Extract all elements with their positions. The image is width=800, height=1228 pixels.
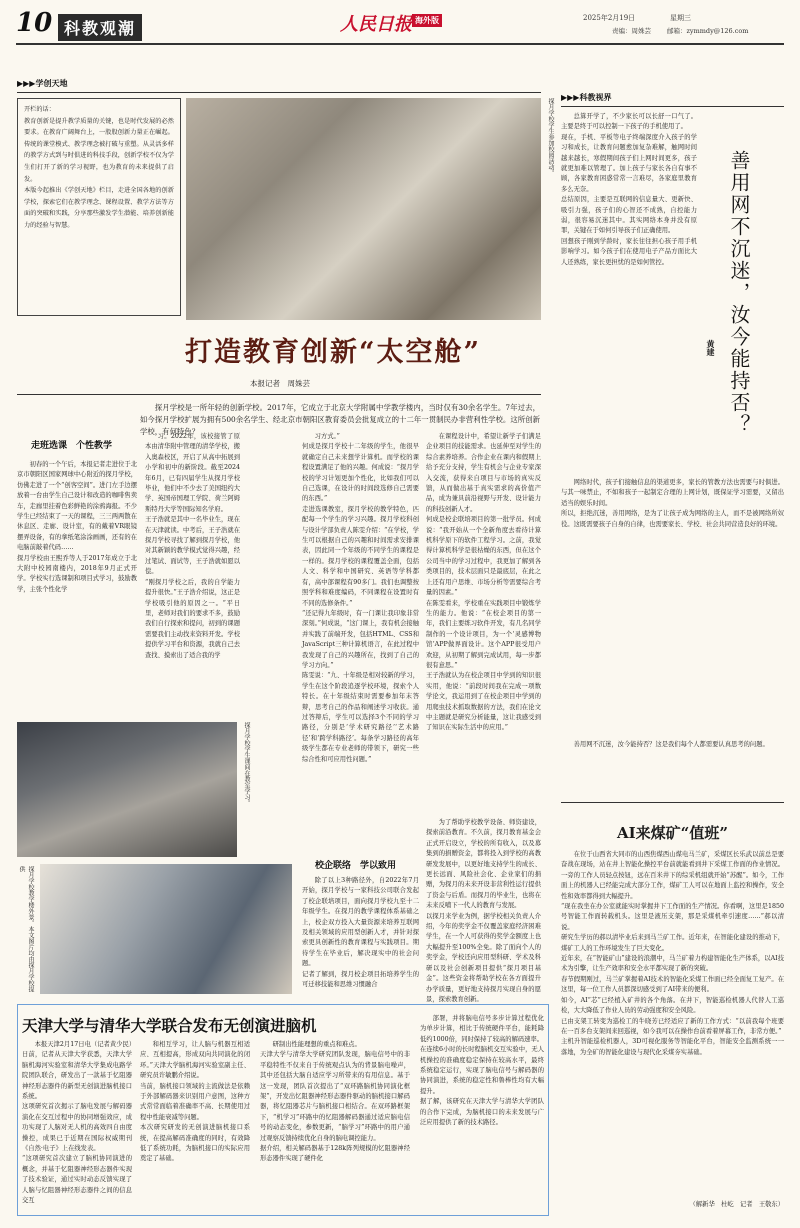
main-col-1: 初春的一个午后，本报记者走进位于北京市朝阳区国家网球中心附近的探月学校，仿佛走进了一个“创客空间”。进门左手边摆放着一台由学生自己设计和改造的咖啡售卖车，走廊里挂着色彩鲜艳的涂鸦海报。不少学生已经结束了一天的课程，三三两两散在休息区、走廊、设计室，有的戴着VR眼镜摆弄设备，有的拿纸笔涂涂画画，还有的在电脑前敲着代码…… 探月学校由王熙乔等人于2017年成立于北大附中校园南楼内，2018年9月正式开学。学校实行选课制和项目式学习，鼓励教学，主张个性化学: [17, 461, 137, 593]
issue-date: 2025年2月19日: [583, 14, 636, 22]
ai-article-title: AI来煤矿“值班”: [617, 824, 728, 842]
title-rule: [17, 394, 541, 395]
opinion-col-3: 善用网不沉迷，汝今能持否？这是我们每个人都需要认真思考的问题。: [573, 741, 769, 748]
masthead: [0, 0, 800, 52]
bci-article-title: 天津大学与清华大学联合发布无创演进脑机: [22, 1016, 317, 1035]
caption-bottom: 探月学校教学楼外景。本文图片均由探月学校提供: [18, 866, 34, 992]
main-col-2: 习。2022年，该校接管了原本由清华附中管理的清华学校，搬入奥森校区，开启了从高中拓展到小学和初中的新阶段。截至2024年6月，已有四届学生从探月学校毕业，他们中不少去了美国纽约大学、英国帝国理工学院、荷兰阿姆斯特丹大学等国际知名学府。 王子浩就是其中一名毕业生，现在在天津就读。中考后，王子浩就在探月学校寻找了解到探月学校，他对其新颖的教学模式觉得兴趣，经过笔试、面试等，王子浩就如愿以偿。 “刚探月学校之后，我的自学能力提升很快。”王子浩介绍说，这正是学校吸引他的原因之一。“平日里，老师对我们的要求不多，鼓励我们自行探索和提问，初到的课题需要我们主动找来资料开发。学校提供学习平台和资源，我就自己去查找、摸索出了适合我的学: [145, 433, 240, 659]
main-col-3: 习方式。” 何成是探月学校十二年级的学生，他很早就确定自己未来想学计算机。而学校的课程设置满足了他的兴趣。何成说：“探月学校的学习计划更加个性化，比如我们可以自己选课，在设计的时间段选修自己需要的东西。” 走进选课教室，探月学校的教学特色，匹配每一个学生的学习兴趣。探月学校科创与设计学部负责人陈雯介绍：“在学校，学生可以根据自己的兴趣和时间需求安排课表，因此同一个年级的不同学生的课程是一样的。探月学校的课程覆盖全面，包括人文、科学和中国研究、英语等学科都有，高中部课程有90多门。我们也调整按照学科和难度编码，不同课程在设置时有不同的选修条件。” “还记得九年级时，有一门课让我印象非常深刻。”何成说，“这门课上，我有机会接触并实践了前端开发，包括HTML、CSS和JavaScript三种计算机语言，在此过程中我发现了自己的兴趣所在，找到了自己的学习方向。” 陈雯说：“九、十年级是相对较新的学习，学生在这个阶段追逐学校环境，探索个人特长。在十年级结束时需要参加年末答辩，思考自己的作品和阐述学习收获。通过答辩后，学生可以选择3个不同的学习路径，分别是‘学术研究路径’‘艺术路径’和‘跨学科路径’。每条学习路径的高年级学生都在专业老师的带领下，研究一些综合性和可应用性问题。”: [302, 433, 419, 763]
main-article-title: 打造教育创新“太空舱”: [184, 337, 482, 368]
main-col-4: 在课程设计中，希望让新学子们满足企业项目的技能需求。也延伸至对学生的综合素养培养。合作企业在课内和假期上给予充分支持，学生有机会与企业专家深入交流，获得来自项目与市场的真实反馈，从而做出基于真实需求的高价值产品，成为兼具前沿视野与开发、设计能力的科技创新人才。 何成是校企联培项目的第一批学员。何成说：“我开始从一个全新角度去看待计算机科学原下的软件工程学习。之前，我觉得计算机科学是很枯燥的东西，但在这个公司当中的学习过程中，我更加了解到各类项目的，技术层面只是最底层，在此之上还有用户思维、市场分析等需要综合考量的因素。” 在陈雯看来，学校重在实践项目中锻炼学生的能力。他说：“在校企项目的第一年，我们主要练习软件开发，有几名同学制作的一个设计项目，为一个‘灵感博物馆’APP做界面设计。这个APP很受用户欢迎，从初期了解到完成试用，每一步都很有意思。” 王子浩就认为在校企项目中学到的知识很实用，他说：“前段时间我在完成一项数学论文，我运用到了在校企项目中学到的用爬虫技术抓取数据的方法，我们在论文中主题就是研究分析能量，这让我感受到了知识在实际生活中的应用。”: [426, 433, 541, 732]
intro-box: [17, 98, 181, 316]
bci-col-2: 和相互学习，让人脑与机器互相适应、互相提高，形成双向共同演化的闭环。”天津大学脑机海河实验室副主任、研究员许敏鹏介绍说。 当前，脑机接口领域的主流做法是依赖于外部解码器来识别用户意图，这种方式常常面临着准确率不高、长期使用过程中性能衰减等问题。 本次研究研发的无创演进脑机接口系统，在提高解码准确度的同时，有效降低了系统功耗，为脑机接口的实际应用奠定了基础。: [140, 1041, 250, 1163]
main-article-byline: 本报记者 周姝芸: [250, 379, 310, 388]
opinion-col-2: 网络时代，孩子们接触信息的渠道更多，家长的管教方法也需要与时俱进。与其一味禁止，不如和孩子一起制定合理的上网计划，既保证学习需要，又留出适当的娱乐时间。 所以，拒绝沉迷，善用网络，是为了让孩子成为网络的主人，而不是被网络所奴役。这既需要孩子自身的自律，也需要家长、学校、社会共同营造良好的环境。: [561, 479, 784, 528]
editor-email: 邮箱：zymmdy@126.com: [667, 27, 749, 35]
main-col-5: 为了帮助学校教学设备、师资建设，探索前沿教育。不久前，探月教育基金会正式开启设立，学校的所有收入，以及募集到的捐赠资金，都将投入到学校的高教研发发展中，以更好地支持学生的成长、更长远面、风险社会化、企业家们的捐赠，为探月的未来开设非营利性运行提供了资金与后盾。而探月的毕业生，也将在未来反哺下一代人的教育与发展。 以探月来学业为例，据学校相关负责人介绍，今年的奖学金不仅覆盖家庭经济困难学生，在一个人可获得的奖学金额度上也大幅提升至100%全免。除了面向个人的奖学金，学校还向应用型科研、学术及科研以及社会创新项目提供“探月项目基金”。这些资金将帮助学校在各方面提升办学质量，更好地支持探月实现自身的愿景，探索教育创新。: [426, 819, 541, 1003]
caption-middle: 探月学校学生课间在教室学习。: [243, 722, 250, 806]
bci-col-1: 本报天津2月17日电（记者黄少民）日前，记者从天津大学获悉，天津大学脑机海河实验室和清华大学集成电路学院团队联合，研发出了一款基于忆阻器神经形态器件的新型无创演进脑机接口系统。 这项研究首次揭示了脑电发展与解码器演化在交互过程中的协同增强效应，成功实现了人脑对无人机的高效四自由度操控，成果已于近期在国际权威期刊《自然·电子》上在线发表。 “这项研究首次建立了脑机协同演进的概念，并基于忆阻器神经形态器件实现了技术验证，通过实时动态反馈实现了人脑与忆阻器神经形态器件之间的信息交互: [22, 1041, 132, 1205]
subhead-industry: 校企联络 学以致用: [315, 861, 397, 871]
photo-students-activity: [186, 98, 541, 320]
column-tag-right: ▶▶▶科教视界: [561, 92, 612, 102]
column-tag-left: ▶▶▶学创天地: [17, 78, 68, 88]
ai-article-body: 在位于山西省大同市的山西焦煤西山煤电马兰矿，采煤区长乐武以前总是要奋战在现场，站在井上智能化操控平台前就能看到井下采煤工作面的作业情况。一旁的工作人员轻点按钮，远在百米井下的综采机组就开始“苏醒”。如今，工作面上的机器人已经能完成大部分工作，煤矿工人可以在地面上监控和操作，安全性和效率都得到大幅提升。 “现在我坐在办公室就能实时掌握井下工作面的生产情况。你看啊，这里是1850号智能工作面转载机头。这里是液压支架，那是采煤机牵引速度……”郝以清说。 研究生学历的郝以清毕业后来到马兰矿工作。近年来，在智能化建设的推动下，煤矿工人的工作环境发生了巨大变化。 近年来，在“智能矿山”建设的浪潮中，马兰矿着力构建智能化生产体系，以AI技术为引擎，让生产效率和安全水平都实现了新的突破。 春节假期刚过，马兰矿掌握着AI技术的智能化采煤工作面已经全面复工复产。在这里，每一位工作人员都深切感受到了AI带来的便利。 如今，AI“芯”已经植入矿井的各个角落。在井下，智能巡检机器人代替人工巡检，大大降低了作业人员的劳动强度和安全风险。 已由支架工转变为巡检工的牛晓芳已经适应了新的工作方式：“以前我每个班要在一百多台支架间来回巡视，如今我可以在操作台前看着屏幕工作，非常方便。” 主机升智能巡检机器人，3D可视化服务等智能化平台，智能安全监测系统一一落地，为全矿的智能化建设与现代化采煤夯实基础。: [561, 851, 784, 1056]
column-tag-left-rule: [17, 92, 541, 93]
ai-article-byline: （解新华 杜屹 记者 王敬东）: [689, 1201, 784, 1208]
main-col-3b: 除了以上3种路径外，自2022年7月开始，探月学校与一家科技公司联合发起了校企联培项目，面向探月学校九至十二年级学生。在探月的教学课程体系基础之上，校企双方投入大量资源来培养互联网及相关领域的应用型创新人才，并针对探索更具创新性的教育课程与实践项目。期待学生在毕业后，解决现实中的社会问题。 记者了解到，探月校企项目拓培养学生的可迁移技能和思维习惯融合: [302, 877, 419, 989]
photo-classroom: [17, 722, 237, 857]
page-number: 10: [16, 8, 53, 38]
photo-building: [40, 864, 292, 994]
masthead-rule: [16, 43, 784, 45]
editor-name: 责编：周姝芸: [612, 27, 651, 35]
main-article-lead: 探月学校是一所年轻的创新学校。2017年，它成立于北京大学附属中学教学楼内，当时仅有30余名学生。7年过去，如今探月学校扩展为拥有500余名学生、经北京市朝阳区教育委员会批复成立的十二年一贯制民办非营利性学校。这所创新学校，有何特色？: [140, 403, 540, 436]
subhead-elective: 走班选课 个性教学: [31, 441, 113, 451]
edition-badge: 海外版: [412, 14, 442, 27]
opinion-col-1: 总算开学了，不少家长可以长舒一口气了。主要是终于可以控制一下孩子的手机使用了。 现在，手机、平板等电子终端深度介入孩子的学习和成长，让教育问题愈加复杂难解，触网时间越来越长，寒假期间孩子们上网时间更多，孩子就更加难以管理了。加上孩子与家长各自有事不顾，各家教育困惑常常一言难尽，各家庭里教育多么无奈。 总结原因，主要是互联网的信息量大、更新快、吸引力强，孩子们的心智还不成熟，自控能力弱，很容易沉迷其中。其实网络本身并没有原罪，关键在于如何引导孩子们正确使用。 回想孩子刚到学龄时，家长往往担心孩子用手机影响学习。如今孩子们在使用电子产品方面比大人还熟练，家长更担忧的是如何管控。: [561, 113, 697, 266]
opinion-title: 善用网不沉迷，汝今能持否？: [727, 150, 751, 436]
intro-text: 开栏的话： 教育创新是提升教学质量的关键，也是时代发展的必然要求。在教育广阔舞台上，一股股创新力量正在崛起。传统的课堂模式、教学理念被打破与重塑。从灵活多样的教学方式到与时俱进的科技手段，创新学校不仅为学生们打开了新的学习视野，也为教育的未来提供了启发。 本版今起推出《学创天地》栏目，走进全国各地的创新学校，探索它们在教学理念、课程设置、教学方法等方面的突破和实践，分享那些激发学生潜能、培养创新能力的经验与智慧。: [24, 106, 174, 229]
section-name: 科教观潮: [58, 14, 142, 41]
bci-col-3: 研制出性能理想的重点和难点。 天津大学与清华大学研究团队发现，脑电信号中的非平稳特性不仅来自于传统观点认为的背景脑电噪声，其中还包括大脑自适应学习所带来的有用信息。基于这一发现，团队首次提出了“双环路脑机协同演化框架”，开发出忆阻器神经形态器件驱动的脑机接口解码器，将忆阻器芯片与脑机接口相结合。在双环路框架下，“机学习”环路中的忆阻器解码器通过适应脑电信号的动态变化，参数更新，“脑学习”环路中的用户通过观察反馈持续优化自身的脑电调控能力。 据介绍，相关解码器基于128k阵列规模的忆阻器神经形态器件实现了硬件化: [260, 1041, 410, 1163]
opinion-author: 黄建: [706, 340, 716, 356]
column-tag-right-rule: [561, 106, 784, 107]
bci-col-4: 部署，并将脑电信号多步计算过程优化为单步计算，相比于传统硬件平台，能耗降低约1000倍，同时保持了较高的解码速率。 在连续6小时的长时程脑机交互实验中，无人机操控的准确度稳定保持在较高水平，最终系统稳定运行，实现了脑电信号与解码器的协同演进，系统的稳定性和鲁棒性均有大幅提升。 据了解，该研究在天津大学与清华大学团队的合作下完成，为脑机接口的未来发展与广泛应用提供了新的技术路径。: [420, 1015, 544, 1127]
ai-article-rule: [561, 802, 784, 803]
issue-weekday: 星期三: [670, 14, 691, 22]
caption-top: 探月学校学生参加校园活动。: [547, 98, 554, 176]
newspaper-logo: 人民日报: [340, 14, 412, 35]
